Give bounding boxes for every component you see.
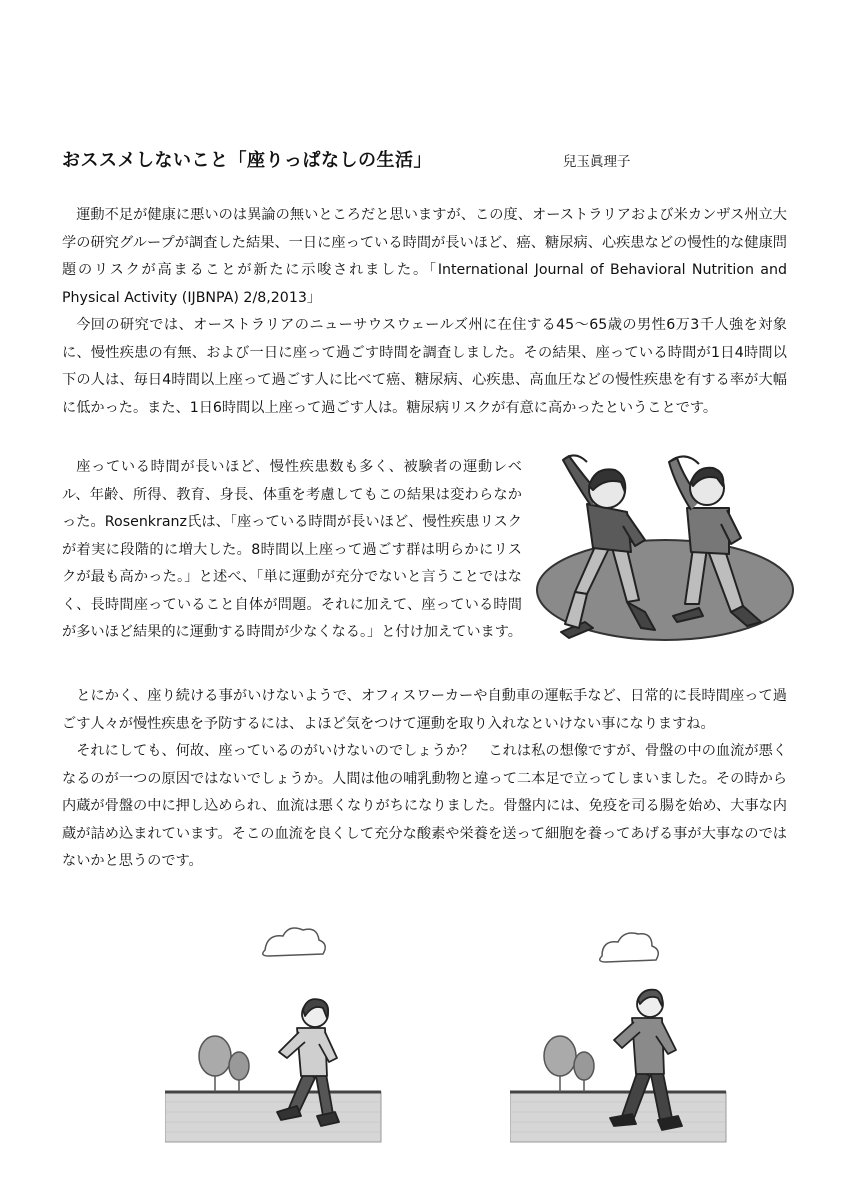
walking-woman-illustration bbox=[165, 920, 385, 1150]
paragraph-4: とにかく、座り続ける事がいけないようで、オフィスワーカーや自動車の運転手など、日常的に長時間座って過ごす人々が慢性疾患を予防するには、よほど気をつけて運動を取り入れなといけない事になりますね。 bbox=[62, 688, 787, 732]
paragraph-5: それにしても、何故、座っているのがいけないのでしょうか？ これは私の想像ですが、骨盤の中の血流が悪くなるのが一つの原因ではないでしょうか。人間は他の哺乳動物と違って二本足で立ってしまいました。その時から内蔵が骨盤の中に押し込められ、血流は悪くなりがちになりました。骨盤内には、免疫を司る腸を始め、大事な内蔵が詰め込まれています。そこの血流を良くして充分な酸素や栄養を送って細胞を養ってあげる事が大事なのではないかと思うのです。 bbox=[62, 743, 787, 869]
walking-man-illustration bbox=[510, 920, 730, 1150]
article-body-top bbox=[62, 202, 787, 422]
article-body-middle bbox=[62, 454, 522, 647]
article-body-bottom bbox=[62, 683, 787, 876]
stretching-people-illustration bbox=[535, 452, 795, 642]
article-title: おススメしないこと「座りっぱなしの生活」 bbox=[62, 150, 432, 171]
paragraph-2: 今回の研究では、オーストラリアのニューサウスウェールズ州に在住する45〜65歳の男性6万3千人強を対象に、慢性疾患の有無、および一日に座って過ごす時間を調査しました。その結果、座っている時間が1日4時間以下の人は、毎日4時間以上座って過ごす人に比べて癌、糖尿病、心疾患、高血圧などの慢性疾患を有する率が大幅に低かった。また、1日6時間以上座って過ごす人は。糖尿病リスクが有意に高かったということです。 bbox=[62, 317, 787, 416]
paragraph-3: 座っている時間が長いほど、慢性疾患数も多く、被験者の運動レベル、年齢、所得、教育、身長、体重を考慮してもこの結果は変わらなかった。Rosenkranz氏は、「座っている時間が長いほど、慢性疾患リスクが着実に段階的に増大した。8時間以上座って過ごす群は明らかにリスクが最も高かった。」と述べ、「単に運動が充分でないと言うことではなく、長時間座っていること自体が問題。それに加えて、座っている時間が多いほど結果的に運動する時間が少なくなる。」と付け加えています。 bbox=[62, 459, 522, 640]
paragraph-1: 運動不足が健康に悪いのは異論の無いところだと思いますが、この度、オーストラリアおよび米カンザス州立大学の研究グループが調査した結果、一日に座っている時間が長いほど、癌、糖尿病、心疾患などの慢性的な健康問題のリスクが高まることが新たに示唆されました。「International Journal of Behavioral Nutrition and Physical Activity (IJBNPA) 2/8,2013」 bbox=[62, 207, 787, 306]
author-name: 兒玉眞理子 bbox=[563, 154, 631, 170]
